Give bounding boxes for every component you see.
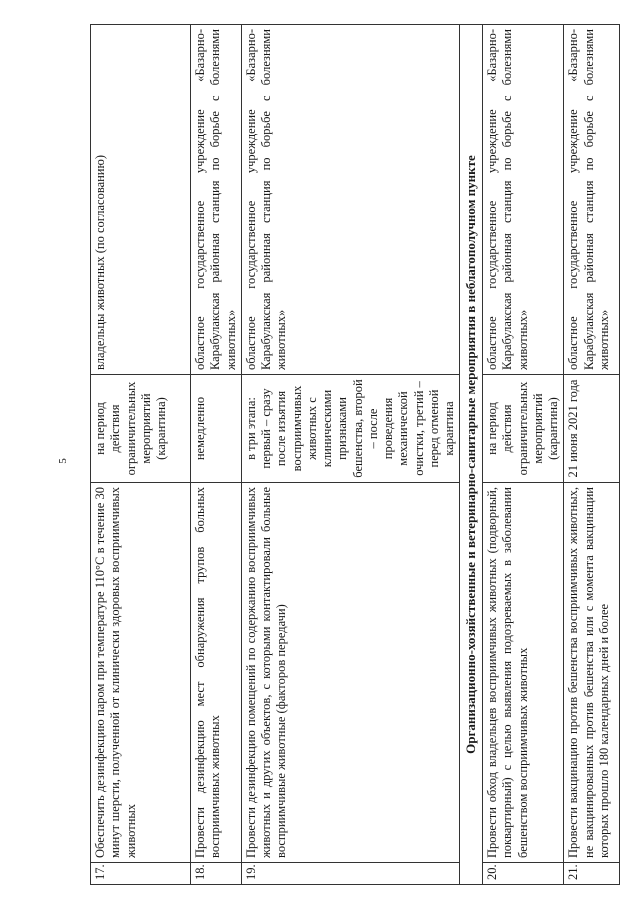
measure-cell: Провести дезинфекцию помещений по содержанию восприимчивых животных и других объектов, с которыми контактировали больные восприимчивые животные (факторов передачи)	[241, 483, 460, 863]
section-header: Организационно-хозяйственные и ветеринарно-санитарные мероприятия в неблагополучном пункте	[460, 25, 483, 885]
responsible-cell: областное государственное учреждение «Базарно-Карабулакская районная станция по борьбе с болезнями животных»	[241, 25, 460, 375]
measures-table	[90, 24, 620, 885]
page-number: 5	[56, 458, 69, 464]
section-header-row	[460, 25, 483, 885]
measure-cell: Провести вакцинацию против бешенства восприимчивых животных, не вакцинированных против бешенства или с момента вакцинации которых прошло 180 календарных дней и более	[564, 483, 620, 863]
measure-cell: Провести обход владельцев восприимчивых животных (подворный, поквартирный) с целью выявления подозреваемых в заболевании бешенством восприимчивых животных	[483, 483, 564, 863]
row-number: 21.	[564, 863, 620, 885]
row-number: 20.	[483, 863, 564, 885]
table-row	[564, 25, 620, 885]
row-number: 17.	[91, 863, 191, 885]
measure-cell: Обеспечить дезинфекцию паром при температуре 110°С в течение 30 минут шерсти, полученной от клинически здоровых восприимчивых животных	[91, 483, 191, 863]
term-cell: в три этапа: первый – сразу после изъятия восприимчивых животных с клиническими признаками бешенства, второй – после проведения механической очистки, третий – перед отменой карантина	[241, 375, 460, 483]
row-number: 19.	[241, 863, 460, 885]
table-row	[91, 25, 191, 885]
term-cell: на период действия ограничительных мероприятий (карантина)	[483, 375, 564, 483]
responsible-cell: областное государственное учреждение «Базарно-Карабулакская районная станция по борьбе с болезнями животных»	[564, 25, 620, 375]
measure-cell: Провести дезинфекцию мест обнаружения трупов больных восприимчивых животных	[191, 483, 242, 863]
term-cell: на период действия ограничительных мероприятий (карантина)	[91, 375, 191, 483]
row-number: 18.	[191, 863, 242, 885]
table-row	[483, 25, 564, 885]
rotated-document	[90, 25, 610, 885]
responsible-cell: владельцы животных (по согласованию)	[91, 25, 191, 375]
responsible-cell: областное государственное учреждение «Базарно-Карабулакская районная станция по борьбе с болезнями животных»	[483, 25, 564, 375]
term-cell: немедленно	[191, 375, 242, 483]
table-row	[191, 25, 242, 885]
table-row	[241, 25, 460, 885]
term-cell: 21 июня 2021 года	[564, 375, 620, 483]
responsible-cell: областное государственное учреждение «Базарно-Карабулакская районная станция по борьбе с болезнями животных»	[191, 25, 242, 375]
